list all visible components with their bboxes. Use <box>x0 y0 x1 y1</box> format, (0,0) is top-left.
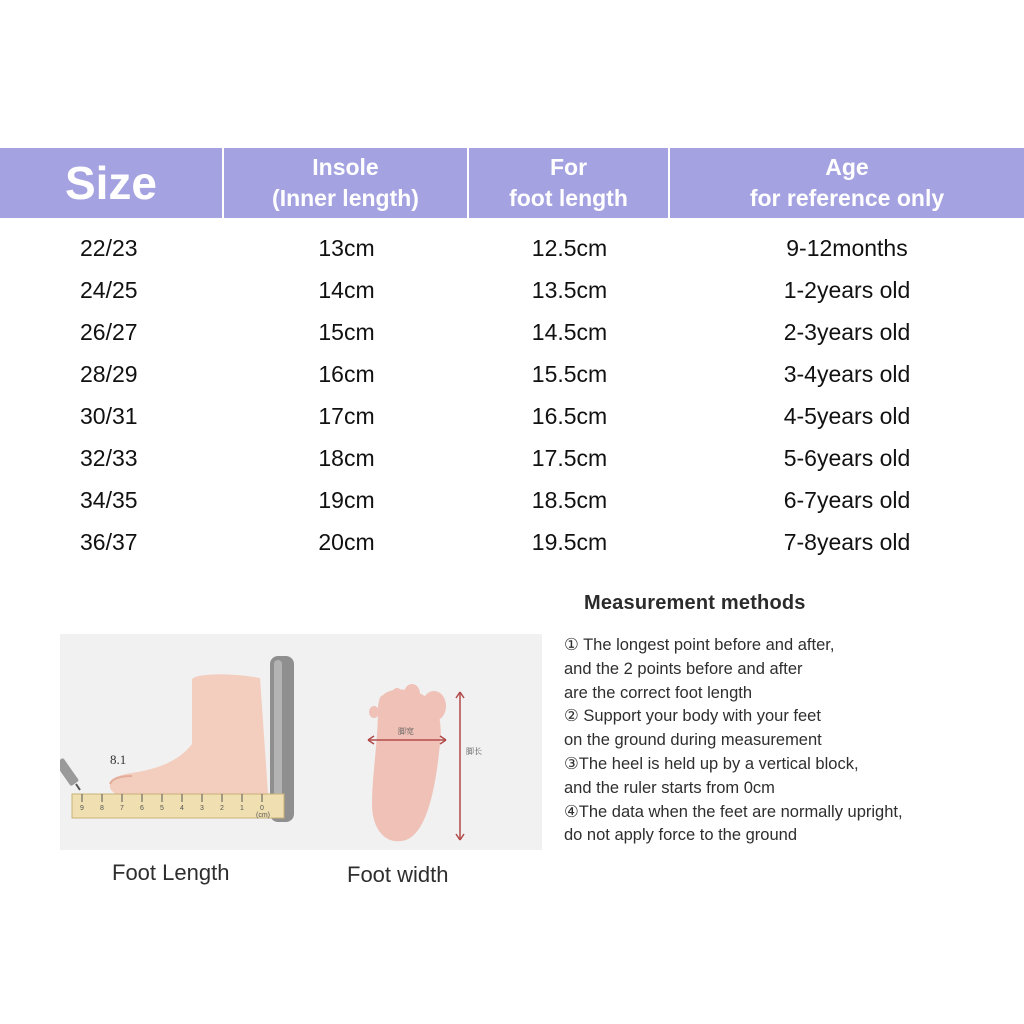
instruction-line: ③The heel is held up by a vertical block, <box>564 754 859 773</box>
cell-insole: 15cm <box>318 318 375 345</box>
ruler-number: 9 <box>80 805 84 812</box>
header-age-line2: for reference only <box>749 185 945 211</box>
instruction-line: do not apply force to the ground <box>564 826 797 845</box>
cell-age: 7-8years old <box>783 528 911 555</box>
cell-foot-length: 12.5cm <box>531 234 608 261</box>
header-insole <box>224 148 469 218</box>
header-foot-line2: foot length <box>509 185 628 211</box>
instruction-line: ② Support your body with your feet <box>564 707 821 726</box>
cell-insole: 14cm <box>318 276 375 303</box>
cell-insole: 17cm <box>318 402 375 429</box>
cell-size: 26/27 <box>80 318 138 345</box>
table-row <box>0 311 1024 353</box>
cell-age: 6-7years old <box>783 486 911 513</box>
pen-marker-icon <box>60 758 80 790</box>
instruction-line: ① The longest point before and after, <box>564 636 835 654</box>
measurement-title: Measurement methods <box>584 592 806 614</box>
instruction-line: are the correct foot length <box>564 683 753 702</box>
cell-foot-length: 17.5cm <box>531 444 608 471</box>
cell-age: 4-5years old <box>783 402 911 429</box>
instruction-line: ④The data when the feet are normally upright, <box>564 802 903 821</box>
table-row <box>0 353 1024 395</box>
cell-size: 30/31 <box>80 402 138 429</box>
table-row <box>0 227 1024 269</box>
ruler-number: 8 <box>100 805 104 812</box>
foot-length-caption: Foot Length <box>112 860 230 885</box>
header-insole-line1: Insole <box>312 154 379 180</box>
header-size-label: Size <box>64 157 158 209</box>
cell-foot-length: 19.5cm <box>531 528 608 555</box>
ruler-number: 6 <box>140 805 144 812</box>
instruction-line: and the ruler starts from 0cm <box>564 778 775 797</box>
header-insole-line2: (Inner length) <box>272 185 419 211</box>
cell-size: 36/37 <box>80 528 138 555</box>
header-size <box>0 148 224 218</box>
cell-age: 2-3years old <box>783 318 911 345</box>
table-header-row <box>0 148 1024 218</box>
cell-age: 1-2years old <box>783 276 911 303</box>
foot-side-view <box>110 674 268 801</box>
header-age-line1: Age <box>825 154 869 180</box>
ruler-number: 7 <box>120 805 124 812</box>
cell-size: 32/33 <box>80 444 138 471</box>
cell-age: 5-6years old <box>783 444 911 471</box>
foot-illustrations <box>60 634 542 850</box>
table-row <box>0 521 1024 563</box>
ruler-unit-label: (cm) <box>256 812 270 819</box>
header-foot-line1: For <box>549 154 588 180</box>
cell-size: 24/25 <box>80 276 138 303</box>
cell-age: 3-4years old <box>783 360 911 387</box>
cell-insole: 19cm <box>318 486 375 513</box>
size-chart-table <box>0 148 1024 563</box>
foot-length-label: 脚长 <box>466 747 482 756</box>
cell-size: 22/23 <box>80 234 138 261</box>
foot-width-caption: Foot width <box>347 862 449 887</box>
ruler-number: 4 <box>180 805 184 812</box>
footprint-top-view <box>369 684 446 841</box>
cell-foot-length: 13.5cm <box>531 276 608 303</box>
foot-width-label: 脚宽 <box>398 727 414 736</box>
cell-insole: 16cm <box>318 360 375 387</box>
cell-foot-length: 18.5cm <box>531 486 608 513</box>
cell-age: 9-12months <box>786 234 908 261</box>
cell-size: 28/29 <box>80 360 138 387</box>
ruler-number: 0 <box>260 805 264 812</box>
cell-foot-length: 14.5cm <box>531 318 608 345</box>
ruler-number: 3 <box>200 805 204 812</box>
table-row <box>0 479 1024 521</box>
table-body <box>0 218 1024 563</box>
header-foot-length <box>469 148 670 218</box>
cell-insole: 18cm <box>318 444 375 471</box>
foot-length-arrow <box>456 692 464 840</box>
ruler-number: 1 <box>240 805 244 812</box>
instruction-line: and the 2 points before and after <box>564 659 803 678</box>
ruler-mark-label: 8.1 <box>110 752 127 767</box>
measurement-diagram <box>60 634 542 850</box>
cell-insole: 20cm <box>318 528 375 555</box>
measurement-instructions <box>564 634 1014 848</box>
table-row <box>0 437 1024 479</box>
header-age <box>670 148 1024 218</box>
table-row <box>0 269 1024 311</box>
cell-foot-length: 15.5cm <box>531 360 608 387</box>
table-row <box>0 395 1024 437</box>
ruler-number: 5 <box>160 805 164 812</box>
instruction-line: on the ground during measurement <box>564 731 822 750</box>
cell-size: 34/35 <box>80 486 138 513</box>
cell-insole: 13cm <box>318 234 375 261</box>
cell-foot-length: 16.5cm <box>531 402 608 429</box>
ruler-number: 2 <box>220 805 224 812</box>
